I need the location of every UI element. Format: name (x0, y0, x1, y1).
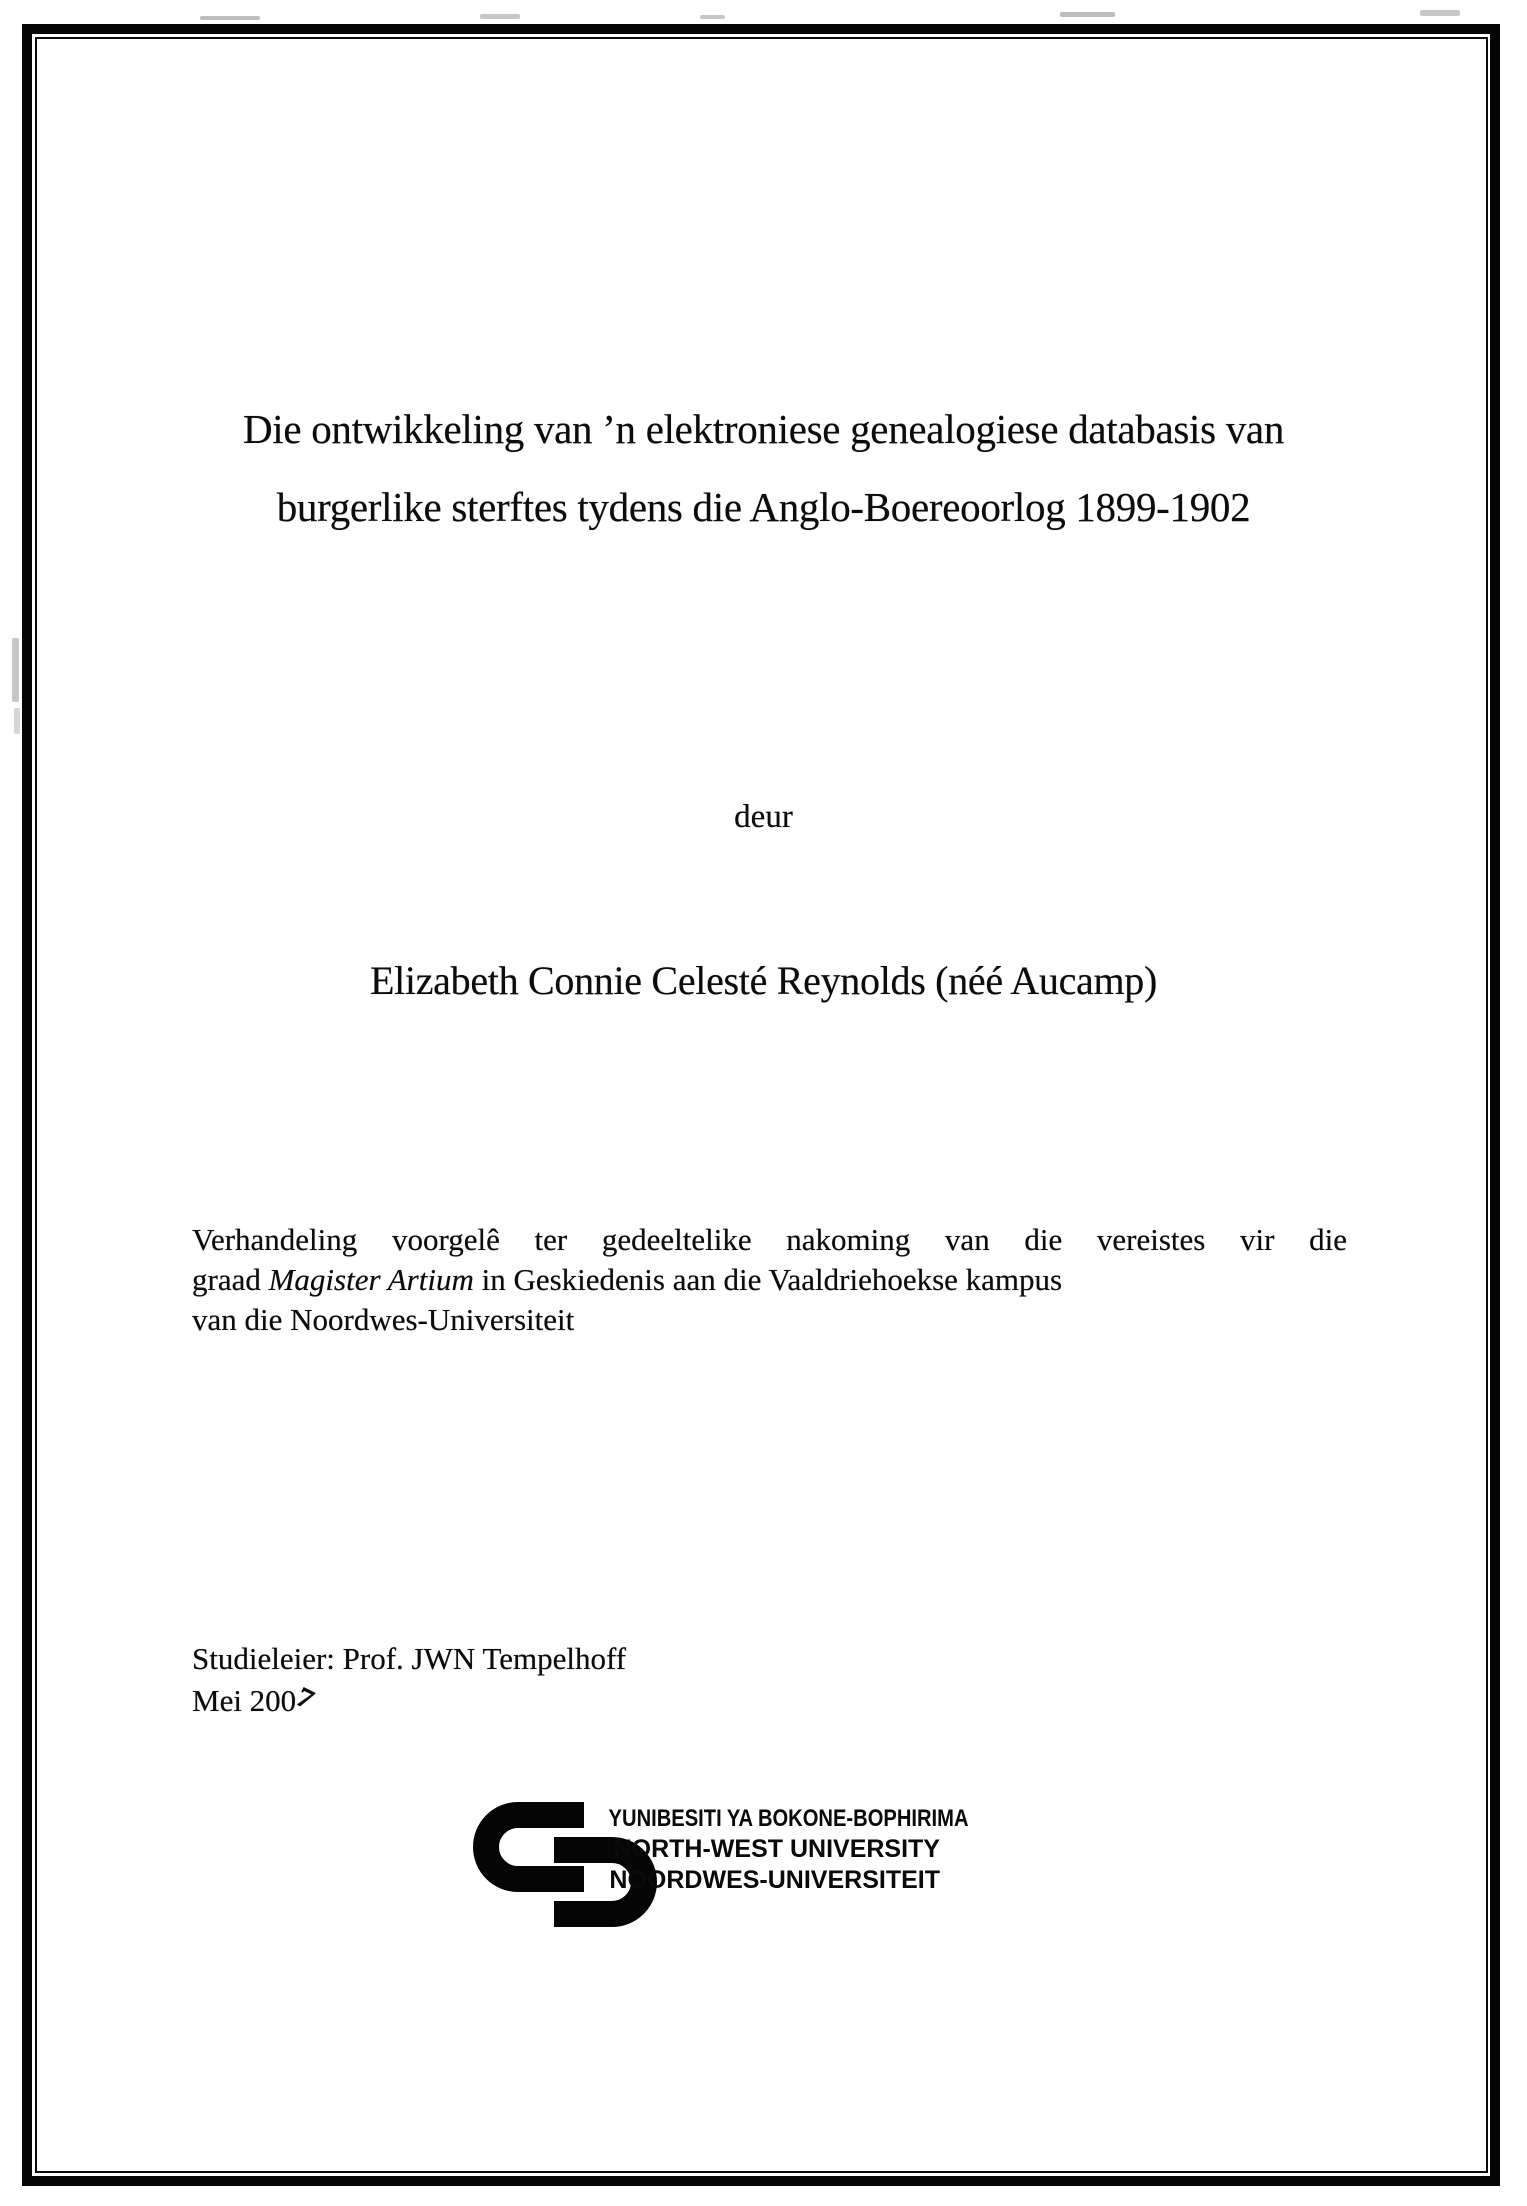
scan-artifact (700, 15, 725, 19)
scan-artifact (1420, 10, 1460, 16)
thesis-title (110, 390, 1417, 546)
nwu-logo-line1-text: YUNIBESITI YA BOKONE-BOPHIRIMA (608, 1805, 969, 1832)
nwu-logo-line2: NORTH-WEST UNIVERSITY (613, 1835, 940, 1863)
scan-artifact (12, 638, 19, 702)
degree-statement-line1: Verhandeling voorgelê ter gedeeltelike nakoming van die vereistes vir die (192, 1222, 1347, 1257)
scan-artifact (480, 14, 520, 19)
degree-statement-line2-post: in Geskiedenis aan die Vaaldriehoekse kampus (473, 1262, 1063, 1297)
degree-name-italic: Magister Artium (268, 1262, 474, 1297)
author-name: Elizabeth Connie Celesté Reynolds (néé Aucamp) (369, 958, 1158, 1003)
thesis-title-line1: Die ontwikkeling van ’n elektroniese genealogiese databasis van (242, 406, 1285, 452)
date-line (192, 1680, 626, 1722)
degree-statement (192, 1220, 1347, 1340)
degree-statement-line2 (192, 1260, 1347, 1300)
thesis-title-line2: burgerlike sterftes tydens die Anglo-Boereoorlog 1899-1902 (276, 484, 1251, 530)
degree-statement-line2-pre: graad (192, 1262, 269, 1297)
nwu-logo-line1 (540, 1803, 969, 1834)
supervisor-block (192, 1638, 626, 1722)
nwu-logo-text (540, 1803, 969, 1896)
date-last-digit: 7 (291, 1679, 320, 1716)
scan-artifact (14, 708, 20, 734)
scan-artifact (1060, 12, 1115, 17)
nwu-logo-line3: NOORDWES-UNIVERSITEIT (609, 1866, 940, 1894)
supervisor-line: Studieleier: Prof. JWN Tempelhoff (192, 1641, 627, 1676)
scan-artifact (200, 16, 260, 20)
degree-statement-line3: van die Noordwes-Universiteit (192, 1302, 575, 1337)
byline-deur: deur (734, 799, 793, 835)
date-prefix: Mei 200 (192, 1683, 297, 1718)
